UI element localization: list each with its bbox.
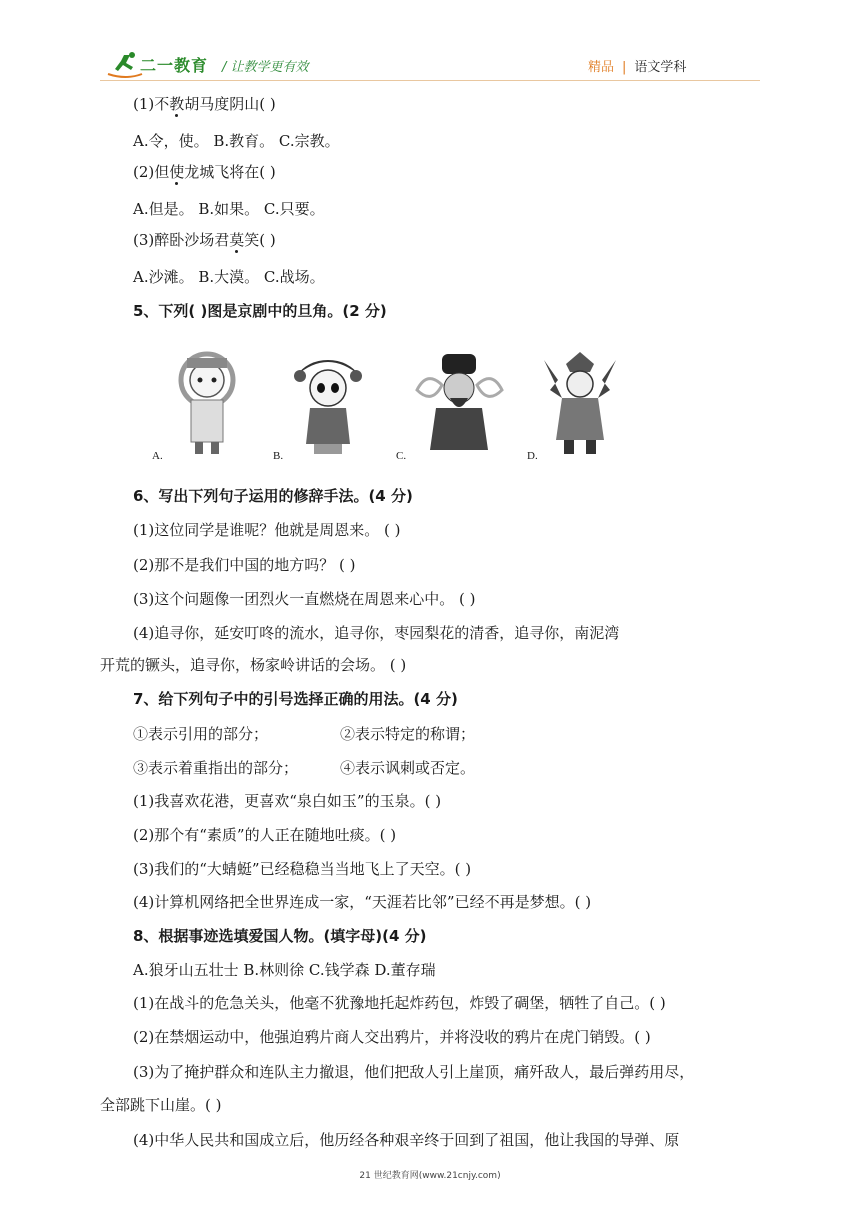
- logo-text: 二一教育: [140, 56, 209, 75]
- q6-item: (2)那不是我们中国的地方吗？ ( ): [133, 556, 356, 574]
- q8-item: (1)在战斗的危急关头，他毫不犹豫地托起炸药包，炸毁了碉堡，牺牲了自己。( ): [133, 994, 666, 1012]
- text-segment: (1)不: [133, 95, 170, 113]
- opera-figure-c-icon: [412, 350, 507, 460]
- text-segment: 笑( ): [244, 231, 276, 249]
- q4-item-3: [133, 230, 276, 250]
- q4-options-3: A.沙滩。 B.大漠。 C.战场。: [133, 268, 325, 286]
- emphasis-char: 教: [169, 95, 185, 113]
- text-segment: 胡马度阴山( ): [184, 95, 276, 113]
- opera-figure-a-icon: [165, 350, 250, 460]
- opera-figure-d-icon: [540, 350, 620, 460]
- emphasis-char: 莫: [229, 231, 245, 249]
- q4-options-1: A.令，使。 B.教育。 C.宗教。: [133, 132, 340, 150]
- text-segment: (3)醉卧沙场君: [133, 231, 230, 249]
- q6-item: (3)这个问题像一团烈火一直燃烧在周恩来心中。 ( ): [133, 590, 476, 608]
- q7-item: (1)我喜欢花港，更喜欢“泉白如玉”的玉泉。( ): [133, 792, 442, 810]
- header-divider: [100, 80, 760, 81]
- option-d-label: D.: [527, 450, 538, 462]
- q5-title: 5、下列( )图是京剧中的旦角。(2 分): [133, 302, 387, 320]
- q6-item-cont: 开荒的镢头，追寻你，杨家岭讲话的会场。 ( ): [100, 656, 407, 674]
- q4-options-2: A.但是。 B.如果。 C.只要。: [133, 200, 325, 218]
- text-segment: (2)但: [133, 163, 170, 181]
- q7-option-4: ④表示讽刺或否定。: [340, 759, 476, 777]
- q7-item: (2)那个有“素质”的人正在随地吐痰。( ): [133, 826, 397, 844]
- q7-option-3: ③表示着重指出的部分；: [133, 759, 299, 777]
- q6-item: (1)这位同学是谁呢？他就是周恩来。 ( ): [133, 521, 401, 539]
- emphasis-char: 使: [169, 163, 185, 181]
- q8-item: (4)中华人民共和国成立后，他历经各种艰辛终于回到了祖国，他让我国的导弹、原: [133, 1131, 680, 1149]
- q8-item: (3)为了掩护群众和连队主力撤退，他们把敌人引上崖顶，痛歼敌人，最后弹药用尽，: [133, 1063, 695, 1081]
- option-b-label: B.: [273, 450, 284, 462]
- slogan: / 让教学更有效: [222, 60, 309, 75]
- q7-item: (3)我们的“大蜻蜓”已经稳稳当当地飞上了天空。( ): [133, 860, 472, 878]
- option-c-label: C.: [396, 450, 407, 462]
- opera-figure-b-icon: [288, 350, 368, 460]
- q4-item-1: [133, 94, 276, 114]
- q7-option-2: ②表示特定的称谓；: [340, 725, 476, 743]
- q8-choices: A.狼牙山五壮士 B.林则徐 C.钱学森 D.董存瑞: [133, 961, 436, 979]
- q7-option-1: ①表示引用的部分；: [133, 725, 269, 743]
- header-separator: |: [622, 60, 627, 75]
- header-subject: [588, 56, 686, 75]
- q7-item: (4)计算机网络把全世界连成一家，“天涯若比邻”已经不再是梦想。( ): [133, 893, 592, 911]
- subject-label: 语文学科: [634, 60, 687, 75]
- q8-item-cont: 全部跳下山崖。( ): [100, 1096, 222, 1114]
- q6-item: (4)追寻你，延安叮咚的流水，追寻你，枣园梨花的清香，追寻你，南泥湾: [133, 624, 620, 642]
- page-footer: 21 世纪教育网(www.21cnjy.com): [359, 1171, 501, 1181]
- brand-label: 精品: [588, 60, 615, 75]
- q7-title: 7、给下列句子中的引号选择正确的用法。(4 分): [133, 690, 458, 708]
- option-a-label: A.: [152, 450, 163, 462]
- text-segment: 龙城飞将在( ): [184, 163, 276, 181]
- q4-item-2: [133, 162, 276, 182]
- q6-title: 6、写出下列句子运用的修辞手法。(4 分): [133, 487, 413, 505]
- q8-title: 8、根据事迹选填爱国人物。(填字母)(4 分): [133, 927, 427, 945]
- q8-item: (2)在禁烟运动中，他强迫鸦片商人交出鸦片，并将没收的鸦片在虎门销毁。( ): [133, 1028, 651, 1046]
